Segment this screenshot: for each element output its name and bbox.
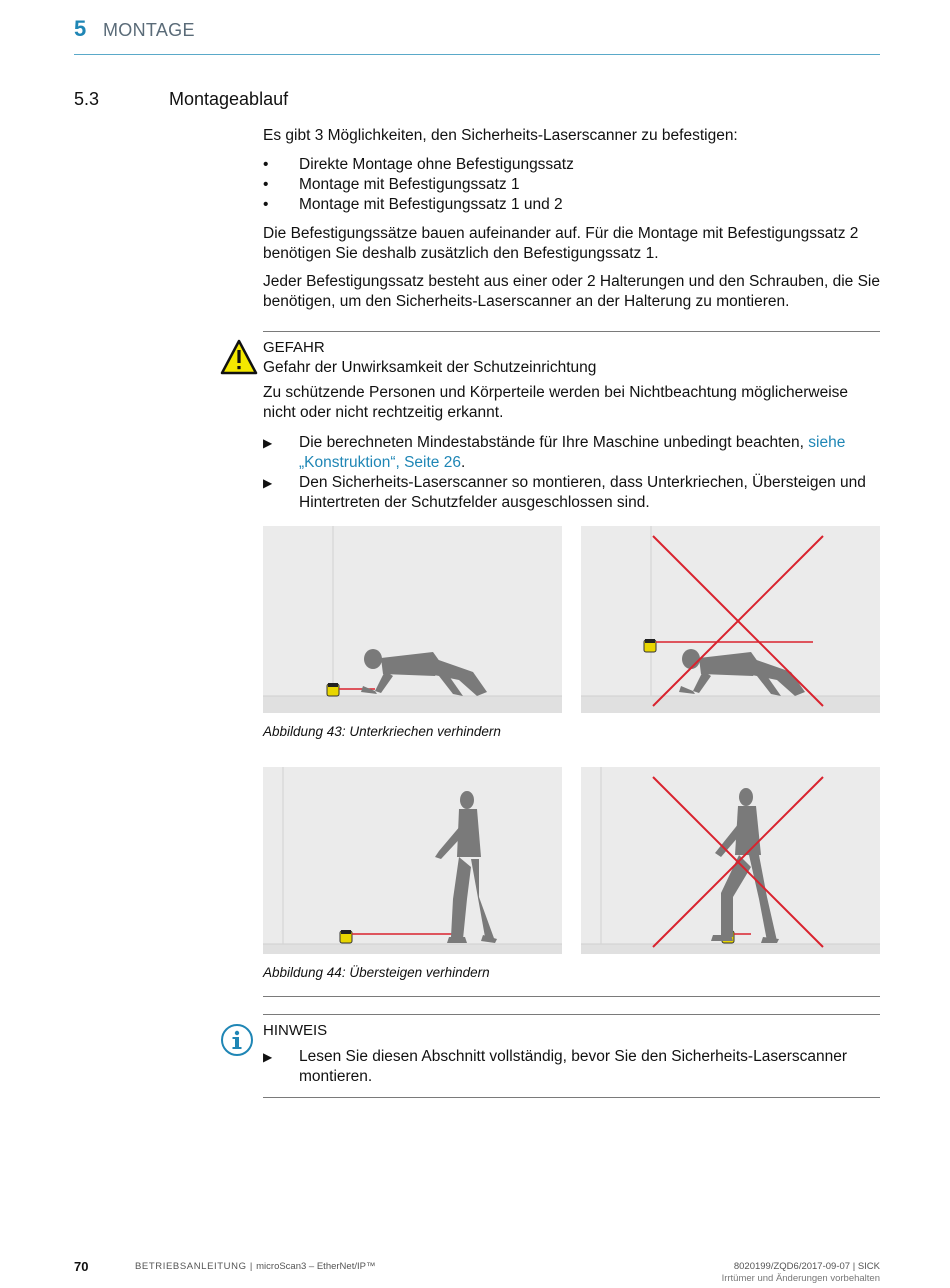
divider	[263, 1014, 880, 1015]
footer-doc-id: 8020199/ZQD6/2017-09-07	[733, 1261, 851, 1272]
list-item: ▶ Die berechneten Mindestabstände für Ihre Maschine unbedingt beachten, siehe „Konstruktion“, Seite 26.	[263, 434, 846, 471]
warning-triangle-icon	[220, 339, 258, 375]
figure-crawl-under-correct	[263, 526, 562, 713]
divider	[263, 331, 880, 332]
arrow-right-icon: ▶	[263, 436, 273, 450]
info-icon	[220, 1023, 254, 1057]
bullet-icon: •	[263, 196, 269, 213]
list-item	[263, 473, 893, 513]
divider	[263, 1097, 880, 1098]
figure-crawl-under-wrong	[581, 526, 880, 713]
note-step-text: Lesen Sie diesen Abschnitt vollständig, bevor Sie den Sicherheits-Laserscanner montieren.	[299, 1048, 847, 1085]
danger-text: Zu schützende Personen und Körperteile werden bei Nichtbeachtung möglicherweise nicht oder nicht rechtzeitig erkannt.	[263, 384, 849, 421]
figure-step-over-wrong	[581, 767, 880, 954]
paragraph: Jeder Befestigungssatz besteht aus einer oder 2 Halterungen und den Schrauben, die Sie benötigen, um den Sicherheits-Laserscanner an der Halterung zu montieren.	[263, 273, 880, 310]
paragraph: Die Befestigungssätze bauen aufeinander auf. Für die Montage mit Befestigungssatz 2 benötigen Sie deshalb zusätzlich den Befestigungssatz 1.	[263, 225, 859, 262]
figure-step-over-correct	[263, 767, 562, 954]
intro-text: Es gibt 3 Möglichkeiten, den Sicherheits-Laserscanner zu befestigen:	[263, 127, 738, 144]
footer-doc-id-line: 8020199/ZQD6/2017-09-07 | SICK	[733, 1261, 880, 1272]
chapter-number: 5	[74, 16, 87, 41]
danger-label: GEFAHR	[263, 339, 325, 356]
step-text: Den Sicherheits-Laserscanner so montieren, dass Unterkriechen, Übersteigen und Hintertreten der Schutzfelder ausgeschlossen sind.	[299, 474, 866, 511]
page-number: 70	[74, 1259, 89, 1274]
bullet-icon: •	[263, 176, 269, 193]
footer-product: microScan3 – EtherNet/IP™	[256, 1261, 376, 1272]
list-item	[263, 1047, 893, 1087]
figure-caption: Abbildung 43: Unterkriechen verhindern	[263, 724, 501, 739]
section-title: Montageablauf	[169, 89, 289, 109]
cross-reference-link[interactable]: siehe „Konstruktion“, Seite 26	[299, 434, 846, 471]
chapter-title: MONTAGE	[103, 20, 195, 40]
danger-subtitle: Gefahr der Unwirksamkeit der Schutzeinrichtung	[263, 359, 597, 376]
bullet-icon: •	[263, 156, 269, 173]
footer-doc-info: BETRIEBSANLEITUNG | microScan3 – EtherNet/IP™	[135, 1261, 376, 1272]
note-label: HINWEIS	[263, 1022, 328, 1039]
chapter-header	[74, 16, 880, 55]
footer-doc-type: BETRIEBSANLEITUNG	[135, 1261, 247, 1272]
section-number: 5.3	[74, 89, 100, 109]
footer-disclaimer: Irrtümer und Änderungen vorbehalten	[721, 1273, 880, 1284]
step-text: Die berechneten Mindestabstände für Ihre Maschine unbedingt beachten,	[299, 434, 809, 451]
footer-brand: SICK	[857, 1261, 880, 1272]
arrow-right-icon: ▶	[263, 1050, 273, 1064]
arrow-right-icon: ▶	[263, 476, 273, 490]
figure-caption: Abbildung 44: Übersteigen verhindern	[263, 965, 490, 980]
divider	[263, 996, 880, 997]
